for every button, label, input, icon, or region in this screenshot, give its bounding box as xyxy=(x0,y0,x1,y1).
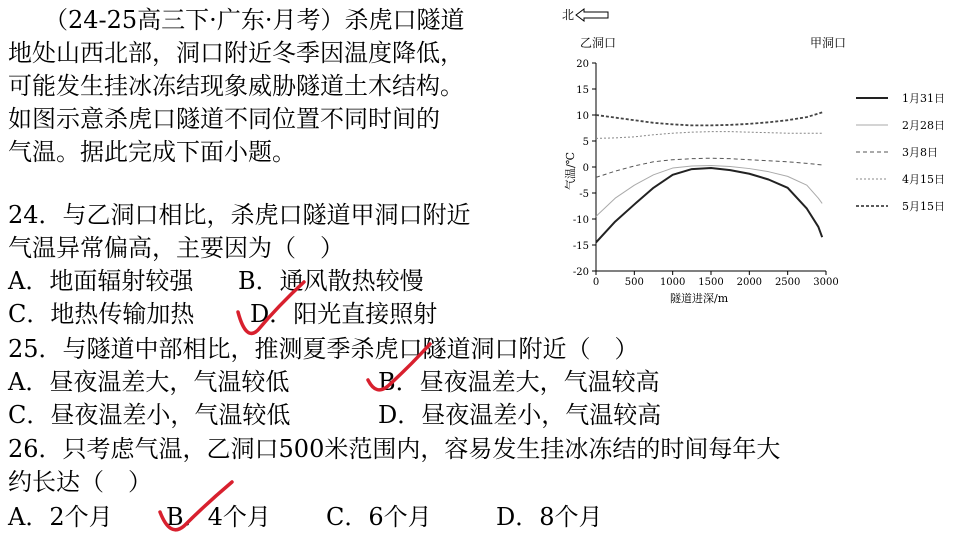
q25-option-d[interactable]: D．昼夜温差小，气温较高 xyxy=(378,401,662,429)
legend-label: 4月15日 xyxy=(902,173,945,186)
y-tick-label: 5 xyxy=(582,137,589,148)
legend-label: 5月15日 xyxy=(902,200,945,213)
north-arrow-icon xyxy=(576,9,608,21)
q25-option-a[interactable]: A．昼夜温差大，气温较低 xyxy=(8,368,290,396)
q26-option-d[interactable]: D．8个月 xyxy=(496,503,603,531)
q24-option-c[interactable]: C．地热传输加热 xyxy=(8,300,195,328)
x-tick-label: 500 xyxy=(624,277,644,288)
north-label: 北 xyxy=(562,8,575,22)
q24-option-a[interactable]: A．地面辐射较强 xyxy=(8,267,194,295)
q25-option-c[interactable]: C．昼夜温差小，气温较低 xyxy=(8,401,291,429)
series-line xyxy=(596,112,822,125)
x-tick-label: 1500 xyxy=(698,277,724,288)
q26-option-a[interactable]: A．2个月 xyxy=(8,503,113,531)
q26-stem-line1: 26．只考虑气温，乙洞口500米范围内，容易发生挂冰冻结的时间每年大 xyxy=(8,435,781,463)
y-tick-label: -15 xyxy=(572,241,589,252)
y-tick-label: 0 xyxy=(582,163,589,174)
q24-stem-line1: 24．与乙洞口相比，杀虎口隧道甲洞口附近 xyxy=(8,201,471,229)
intro-line: 气温。据此完成下面小题。 xyxy=(8,138,296,166)
series-line xyxy=(596,168,822,242)
legend xyxy=(856,92,945,213)
q25-option-b[interactable]: B．昼夜温差大，气温较高 xyxy=(378,368,660,396)
intro-paragraph xyxy=(8,4,543,169)
q25-stem-line1: 25．与隧道中部相比，推测夏季杀虎口隧道洞口附近（ ） xyxy=(8,335,639,363)
north-indicator xyxy=(562,8,608,22)
q26-option-b[interactable]: B．4个月 xyxy=(166,503,271,531)
legend-label: 1月31日 xyxy=(902,92,945,105)
legend-label: 2月28日 xyxy=(902,119,945,132)
q24-option-b[interactable]: B．通风散热较慢 xyxy=(238,267,424,295)
x-tick-label: 0 xyxy=(592,277,600,288)
right-portal-label: 甲洞口 xyxy=(810,36,847,50)
intro-line: 地处山西北部，洞口附近冬季因温度降低， xyxy=(8,39,464,67)
y-tick-label: 15 xyxy=(576,85,589,96)
series-line xyxy=(596,132,822,139)
y-tick-label: 10 xyxy=(576,111,589,122)
q24-option-d[interactable]: D．阳光直接照射 xyxy=(250,300,438,328)
x-tick-label: 2500 xyxy=(774,277,801,288)
tunnel-temperature-chart xyxy=(558,0,958,310)
x-tick-label: 3000 xyxy=(813,277,839,288)
y-tick-label: -5 xyxy=(579,189,589,200)
left-portal-label: 乙洞口 xyxy=(580,36,617,50)
x-tick-label: 2000 xyxy=(736,277,763,288)
y-tick-label: -20 xyxy=(572,267,589,278)
q26-option-c[interactable]: C．6个月 xyxy=(326,503,432,531)
x-tick-label: 1000 xyxy=(659,277,686,288)
axes xyxy=(573,59,839,288)
y-tick-label: 20 xyxy=(576,59,589,70)
intro-line: 如图示意杀虎口隧道不同位置不同时间的 xyxy=(8,105,440,133)
intro-line: （24-25高三下·广东·月考）杀虎口隧道 xyxy=(44,6,465,34)
y-tick-label: -10 xyxy=(572,215,589,226)
y-axis-label: 气温/℃ xyxy=(564,151,577,190)
legend-label: 3月8日 xyxy=(902,146,938,159)
intro-line: 可能发生挂冰冻结现象威胁隧道土木结构。 xyxy=(8,72,464,100)
q26-stem-line2: 约长达（ ） xyxy=(8,468,152,496)
q24-stem-line2: 气温异常偏高，主要因为（ ） xyxy=(8,234,344,262)
series-group xyxy=(596,112,822,242)
x-axis-label: 隧道进深/m xyxy=(670,292,729,305)
